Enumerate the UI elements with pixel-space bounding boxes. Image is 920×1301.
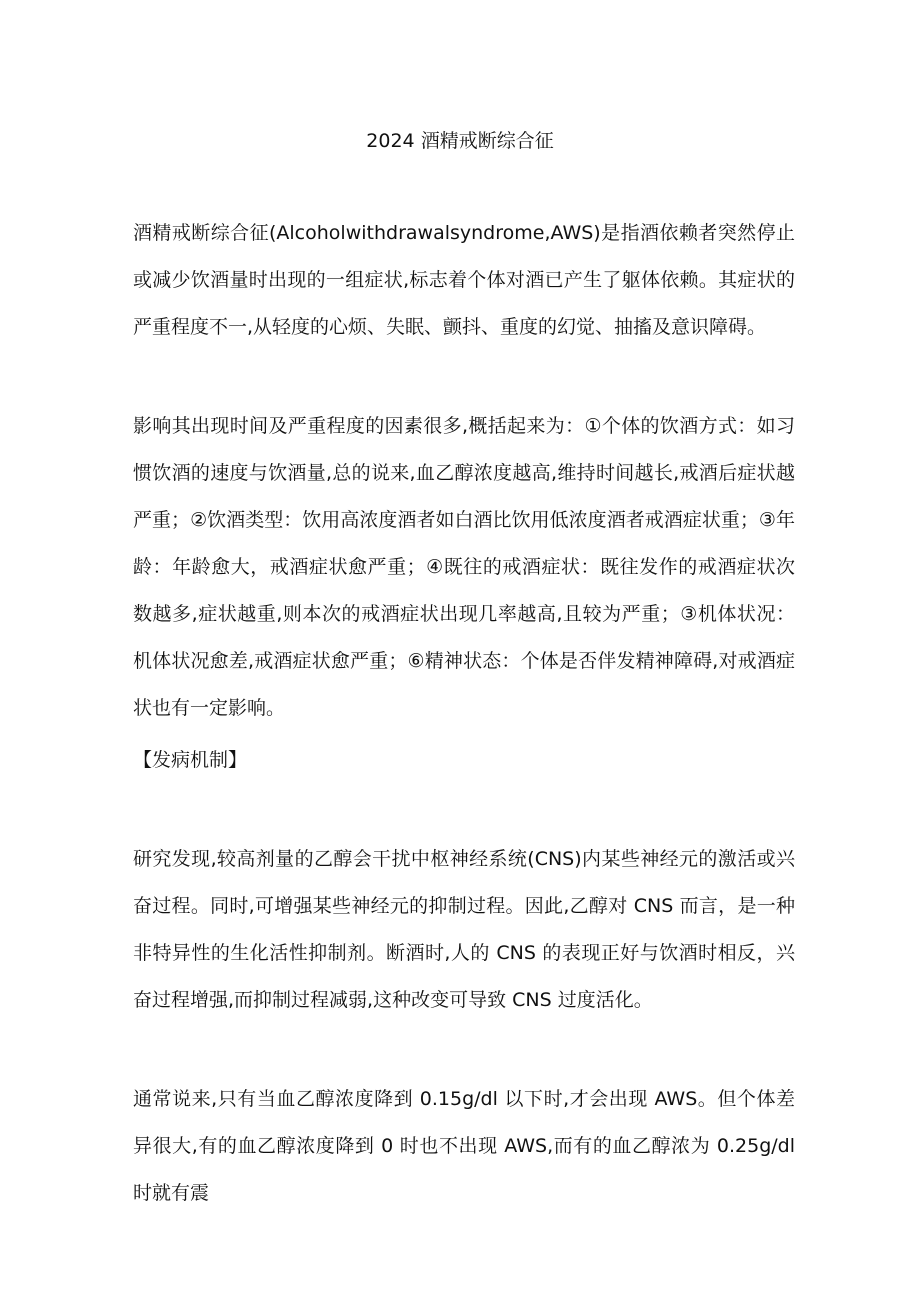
paragraph-threshold: 通常说来,只有当血乙醇浓度降到 0.15g/dl 以下时,才会出现 AWS。但个体差异很大,有的血乙醇浓度降到 0 时也不出现 AWS,而有的血乙醇浓为 0.25g/dl 时就有震 [133,1088,795,1204]
paragraph-mechanism: 研究发现,较高剂量的乙醇会干扰中枢神经系统(CNS)内某些神经元的激活或兴奋过程。同时,可增强某些神经元的抑制过程。因此,乙醇对 CNS 而言，是一种非特异性的生化活性抑制剂。断酒时,人的 CNS 的表现正好与饮酒时相反，兴奋过程增强,而抑制过程减弱,这种改变可导致 CNS 过度活化。 [133,848,795,1011]
document-title: 2024 酒精戒断综合征 [366,130,554,152]
section-heading-mechanism: 【发病机制】 [133,749,248,771]
paragraph-intro: 酒精戒断综合征(Alcoholwithdrawalsyndrome,AWS)是指酒依赖者突然停止或减少饮酒量时出现的一组症状,标志着个体对酒已产生了躯体依赖。其症状的严重程度不一,从轻度的心烦、失眠、颤抖、重度的幻觉、抽搐及意识障碍。 [133,222,795,338]
paragraph-factors: 影响其出现时间及严重程度的因素很多,概括起来为：①个体的饮酒方式：如习惯饮酒的速度与饮酒量,总的说来,血乙醇浓度越高,维持时间越长,戒酒后症状越严重；②饮酒类型：饮用高浓度酒者如白酒比饮用低浓度酒者戒酒症状重；③年龄：年龄愈大，戒酒症状愈严重；④既往的戒酒症状：既往发作的戒酒症状次数越多,症状越重,则本次的戒酒症状出现几率越高,且较为严重；③机体状况：机体状况愈差,戒酒症状愈严重；⑥精神状态：个体是否伴发精神障碍,对戒酒症状也有一定影响。 [133,415,795,719]
